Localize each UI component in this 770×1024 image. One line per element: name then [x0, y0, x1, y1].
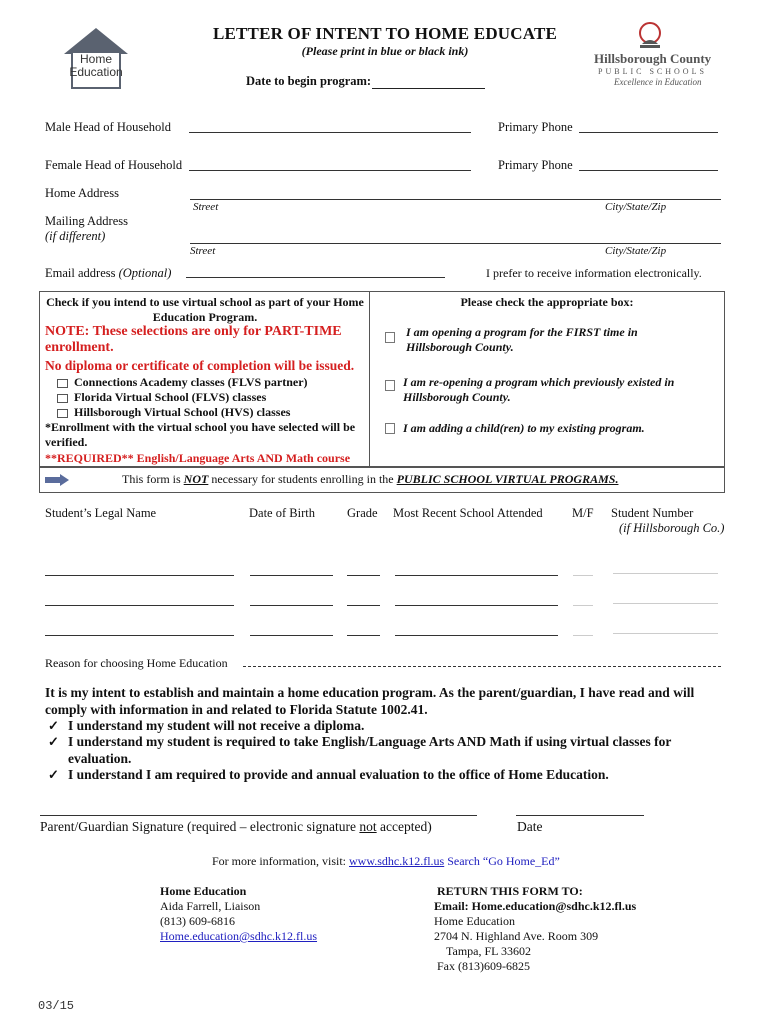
reason-field[interactable] [243, 666, 721, 667]
return-street: 2704 N. Highland Ave. Room 309 [434, 929, 599, 943]
male-phone-label: Primary Phone [498, 120, 573, 134]
form-title: LETTER OF INTENT TO HOME EDUCATE [212, 24, 558, 43]
student2-grade-field[interactable] [347, 605, 380, 606]
program-type-heading: Please check the appropriate box: [460, 295, 634, 309]
signature-field[interactable] [40, 815, 477, 816]
hillsborough-logo [590, 22, 720, 88]
student3-school-field[interactable] [395, 635, 558, 636]
note-not: NOT [183, 472, 209, 486]
contact-phone: (813) 609-6816 [160, 914, 235, 928]
student1-name-field[interactable] [45, 575, 234, 576]
virtual-verify: *Enrollment with the virtual school you have selected will be verified. [45, 420, 356, 449]
virtual-no-diploma: No diploma or certificate of completion will be issued. [45, 358, 355, 373]
search-hint: Search “Go Home_Ed” [447, 854, 560, 868]
form-subtitle: (Please print in blue or black ink) [301, 44, 469, 58]
col-student-number: Student Number [611, 506, 694, 520]
website-link[interactable]: www.sdhc.k12.fl.us [349, 854, 445, 868]
note-middle: necessary for students enrolling in the [211, 472, 394, 486]
home-city-caption: City/State/Zip [605, 201, 667, 213]
student2-school-field[interactable] [395, 605, 558, 606]
signature-date-field[interactable] [516, 815, 644, 816]
program-adding-label: I am adding a child(ren) to my existing program. [403, 421, 645, 435]
note-programs: PUBLIC SCHOOL VIRTUAL PROGRAMS. [396, 472, 619, 486]
logo-public-schools: PUBLIC SCHOOLS [598, 67, 707, 76]
signature-label-not: not [359, 819, 377, 834]
col-mf: M/F [572, 506, 594, 520]
virtual-heading: Check if you intend to use virtual school as part of your Home Education Program. [46, 295, 364, 324]
home-street-caption: Street [193, 201, 219, 213]
return-heading: RETURN THIS FORM TO: [437, 884, 583, 898]
return-email[interactable]: Email: Home.education@sdhc.k12.fl.us [434, 899, 637, 913]
contact-name: Aida Farrell, Liaison [160, 899, 261, 913]
student3-dob-field[interactable] [250, 635, 333, 636]
checkmark-icon-2: ✓ [48, 734, 59, 749]
program-first-time-label: I am opening a program for the FIRST time in Hillsborough County. [406, 325, 638, 354]
logo-hillsborough-county: Hillsborough County [594, 51, 712, 66]
checkmark-icon-1: ✓ [48, 718, 59, 733]
program-first-time-checkbox[interactable] [385, 332, 395, 343]
student2-dob-field[interactable] [250, 605, 333, 606]
virtual-option-connections[interactable] [57, 375, 308, 390]
signature-label-after: accepted) [380, 819, 432, 834]
mailing-street-caption: Street [190, 245, 216, 257]
options-divider [369, 292, 370, 466]
male-head-field[interactable] [189, 132, 471, 133]
student1-mf-field[interactable] [573, 575, 593, 576]
intent-statement: It is my intent to establish and maintain a home education program. As the parent/guardian, I have read and will comply with information in and related to Florida Statute 1002.41. [45, 685, 695, 717]
logo-text-education: Education [69, 65, 123, 79]
connections-label: Connections Academy classes (FLVS partner) [74, 375, 308, 389]
female-phone-label: Primary Phone [498, 158, 573, 172]
email-label [45, 266, 171, 281]
return-city: Tampa, FL 33602 [446, 944, 532, 958]
reason-label: Reason for choosing Home Education [45, 656, 228, 670]
hvs-checkbox[interactable] [57, 409, 68, 418]
male-phone-field[interactable] [579, 132, 718, 133]
program-adding-checkbox[interactable] [385, 423, 395, 434]
student1-grade-field[interactable] [347, 575, 380, 576]
more-info-line [212, 854, 560, 869]
virtual-option-flvs[interactable] [57, 390, 266, 405]
mailing-address-field[interactable] [190, 243, 721, 244]
student3-name-field[interactable] [45, 635, 234, 636]
female-head-field[interactable] [189, 170, 471, 171]
col-grade: Grade [347, 506, 378, 520]
student2-name-field[interactable] [45, 605, 234, 606]
prefer-electronic-text: I prefer to receive information electronically. [486, 266, 702, 280]
note-before: This form is [122, 472, 181, 486]
student1-dob-field[interactable] [250, 575, 333, 576]
female-phone-field[interactable] [579, 170, 718, 171]
mailing-if-different: (if different) [45, 229, 106, 243]
signature-label-before: Parent/Guardian Signature (required – electronic signature [40, 819, 357, 834]
arrow-right-icon [45, 474, 69, 486]
revision-date: 03/15 [38, 999, 75, 1013]
email-label-text: Email address [45, 266, 116, 280]
email-optional: (Optional) [118, 266, 172, 280]
mailing-city-caption: City/State/Zip [605, 245, 667, 257]
logo-text-home: Home [79, 52, 112, 66]
contact-block [160, 884, 317, 944]
return-fax: Fax (813)609-6825 [437, 959, 530, 973]
col-student-number-sub: (if Hillsborough Co.) [619, 521, 725, 535]
flvs-checkbox[interactable] [57, 394, 68, 403]
contact-email-link[interactable]: Home.education@sdhc.k12.fl.us [160, 929, 318, 943]
home-address-label: Home Address [45, 186, 119, 200]
student3-grade-field[interactable] [347, 635, 380, 636]
col-school: Most Recent School Attended [393, 506, 543, 520]
program-reopen-label: I am re-opening a program which previously existed in Hillsborough County. [403, 375, 675, 404]
student3-number-field[interactable] [613, 633, 718, 634]
logo-tagline: Excellence in Education [614, 77, 702, 87]
date-begin-label: Date to begin program: [246, 74, 372, 88]
email-field[interactable] [186, 277, 445, 278]
date-begin-field[interactable] [372, 88, 485, 89]
understand-diploma: I understand my student will not receive a diploma. [68, 718, 365, 733]
virtual-option-hvs[interactable] [57, 405, 290, 420]
col-date-of-birth: Date of Birth [249, 506, 315, 520]
signature-date-label: Date [517, 819, 543, 834]
student2-mf-field[interactable] [573, 605, 593, 606]
checkmark-icon-3: ✓ [48, 767, 59, 782]
understand-english-math: I understand my student is required to take English/Language Arts AND Math if using virtual classes for evaluation. [68, 734, 672, 766]
return-office: Home Education [434, 914, 515, 928]
flvs-label: Florida Virtual School (FLVS) classes [74, 390, 267, 404]
mailing-address-label: Mailing Address [45, 214, 128, 228]
lamp-of-learning-icon [636, 22, 664, 52]
virtual-note: NOTE: These selections are only for PART-TIME enrollment. [45, 324, 342, 355]
program-reopen-checkbox[interactable] [385, 380, 395, 391]
visit-label: For more information, visit: [212, 854, 346, 868]
virtual-programs-note [122, 472, 618, 487]
understand-evaluation: I understand I am required to provide and annual evaluation to the office of Home Education. [68, 767, 609, 782]
student3-mf-field[interactable] [573, 635, 593, 636]
student2-number-field[interactable] [613, 603, 718, 604]
male-head-label: Male Head of Household [45, 120, 172, 134]
col-student-name: Student’s Legal Name [45, 506, 157, 520]
virtual-required: **REQUIRED** English/Language Arts AND Math course [45, 451, 351, 465]
contact-office: Home Education [160, 884, 247, 898]
student1-school-field[interactable] [395, 575, 558, 576]
connections-checkbox[interactable] [57, 379, 68, 388]
home-address-field[interactable] [190, 199, 721, 200]
hvs-label: Hillsborough Virtual School (HVS) classes [74, 405, 291, 419]
return-block [434, 884, 636, 974]
signature-label [40, 819, 432, 835]
student1-number-field[interactable] [613, 573, 718, 574]
female-head-label: Female Head of Household [45, 158, 183, 172]
